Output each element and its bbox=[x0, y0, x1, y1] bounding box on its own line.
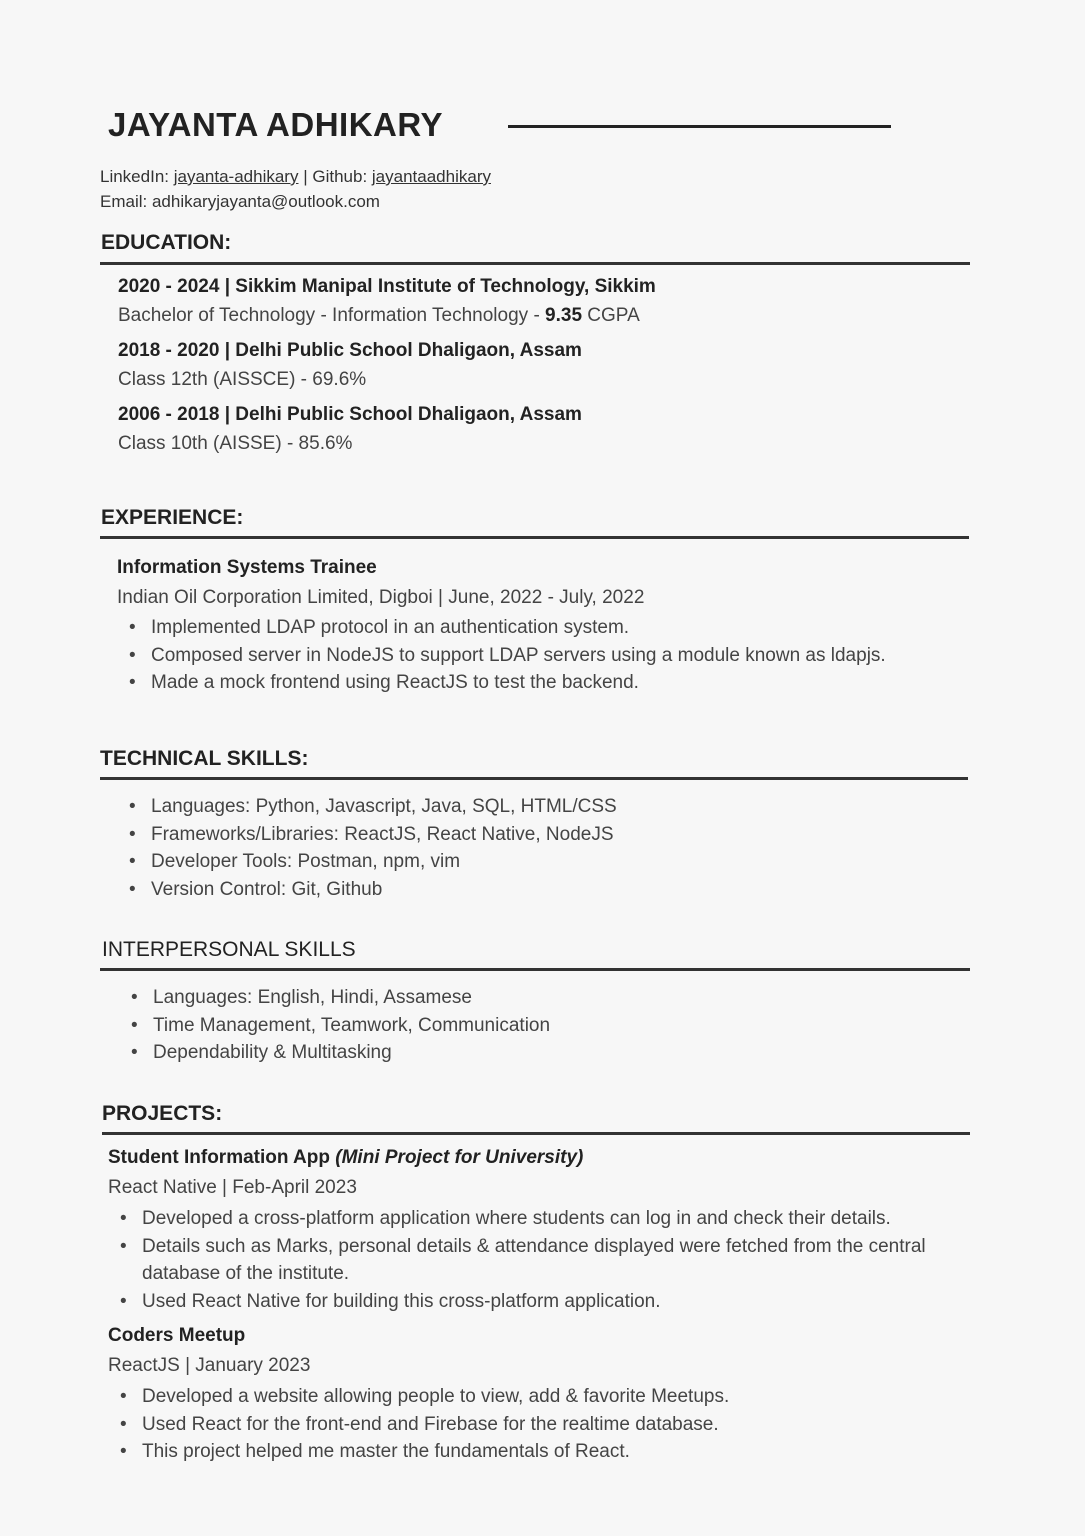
technical-skills-rule bbox=[100, 777, 968, 780]
project-title bbox=[108, 1147, 583, 1169]
interpersonal-skills-rule bbox=[100, 968, 970, 971]
education-heading: 2018 - 2020 | Delhi Public School Dhaligaon, Assam bbox=[118, 340, 582, 361]
list-item: • Developed a website allowing people to view, add & favorite Meetups. bbox=[108, 1383, 988, 1411]
technical-skills-list bbox=[117, 793, 997, 903]
degree-text: Bachelor of Technology - Information Technology - bbox=[118, 305, 546, 326]
experience-org: Indian Oil Corporation Limited, Digboi | June, 2022 - July, 2022 bbox=[117, 587, 645, 608]
interpersonal-skills-list bbox=[119, 984, 999, 1067]
interpersonal-skills-title: INTERPERSONAL SKILLS bbox=[102, 938, 356, 961]
list-item: • This project helped me master the fundamentals of React. bbox=[108, 1438, 988, 1466]
education-rule bbox=[100, 262, 970, 265]
experience-rule bbox=[100, 536, 969, 539]
project-bullets bbox=[108, 1383, 988, 1466]
email-line: Email: adhikaryjayanta@outlook.com bbox=[100, 192, 380, 211]
list-item: • Implemented LDAP protocol in an authentication system. bbox=[117, 614, 997, 642]
github-link[interactable]: jayantaadhikary bbox=[371, 167, 491, 186]
linkedin-label: LinkedIn: bbox=[100, 167, 174, 186]
project-meta: React Native | Feb-April 2023 bbox=[108, 1177, 357, 1198]
projects-title: PROJECTS: bbox=[102, 1102, 223, 1125]
linkedin-link[interactable]: jayanta-adhikary bbox=[173, 167, 299, 186]
contact-links bbox=[100, 167, 491, 187]
list-item: • Frameworks/Libraries: ReactJS, React Native, NodeJS bbox=[117, 821, 997, 849]
list-item: • Developer Tools: Postman, npm, vim bbox=[117, 848, 997, 876]
project-bullets bbox=[108, 1205, 950, 1315]
project-name: Student Information App bbox=[108, 1147, 336, 1168]
cgpa-suffix: CGPA bbox=[582, 305, 640, 326]
contact-separator: | bbox=[298, 167, 313, 186]
list-item: • Developed a cross-platform application where students can log in and check their details. bbox=[108, 1205, 950, 1233]
list-item: • Version Control: Git, Github bbox=[117, 876, 997, 904]
list-item: • Languages: Python, Javascript, Java, SQL, HTML/CSS bbox=[117, 793, 997, 821]
list-item: • Used React Native for building this cross-platform application. bbox=[108, 1288, 950, 1316]
project-title: Coders Meetup bbox=[108, 1325, 246, 1346]
education-heading: 2006 - 2018 | Delhi Public School Dhaligaon, Assam bbox=[118, 404, 582, 425]
education-heading: 2020 - 2024 | Sikkim Manipal Institute of Technology, Sikkim bbox=[118, 276, 656, 297]
name-divider bbox=[508, 125, 891, 128]
list-item: • Time Management, Teamwork, Communication bbox=[119, 1012, 999, 1040]
list-item: • Dependability & Multitasking bbox=[119, 1039, 999, 1067]
list-item: • Made a mock frontend using ReactJS to test the backend. bbox=[117, 669, 997, 697]
projects-rule bbox=[102, 1132, 970, 1135]
candidate-name: JAYANTA ADHIKARY bbox=[108, 106, 444, 143]
project-note: (Mini Project for University) bbox=[335, 1147, 584, 1168]
technical-skills-title: TECHNICAL SKILLS: bbox=[100, 747, 309, 770]
education-detail: Class 10th (AISSE) - 85.6% bbox=[118, 433, 353, 454]
education-detail: Class 12th (AISSCE) - 69.6% bbox=[118, 369, 367, 390]
list-item: • Used React for the front-end and Firebase for the realtime database. bbox=[108, 1411, 988, 1439]
list-item: • Composed server in NodeJS to support LDAP servers using a module known as ldapjs. bbox=[117, 642, 997, 670]
education-detail bbox=[118, 305, 640, 327]
education-title: EDUCATION: bbox=[101, 231, 232, 254]
list-item: • Details such as Marks, personal details & attendance displayed were fetched from the central database of the institute. bbox=[108, 1233, 950, 1288]
experience-bullets bbox=[117, 614, 997, 697]
github-label: Github: bbox=[312, 167, 372, 186]
list-item: • Languages: English, Hindi, Assamese bbox=[119, 984, 999, 1012]
cgpa-value: 9.35 bbox=[545, 305, 583, 326]
experience-role: Information Systems Trainee bbox=[117, 557, 377, 578]
project-meta: ReactJS | January 2023 bbox=[108, 1355, 311, 1376]
experience-title: EXPERIENCE: bbox=[101, 506, 244, 529]
